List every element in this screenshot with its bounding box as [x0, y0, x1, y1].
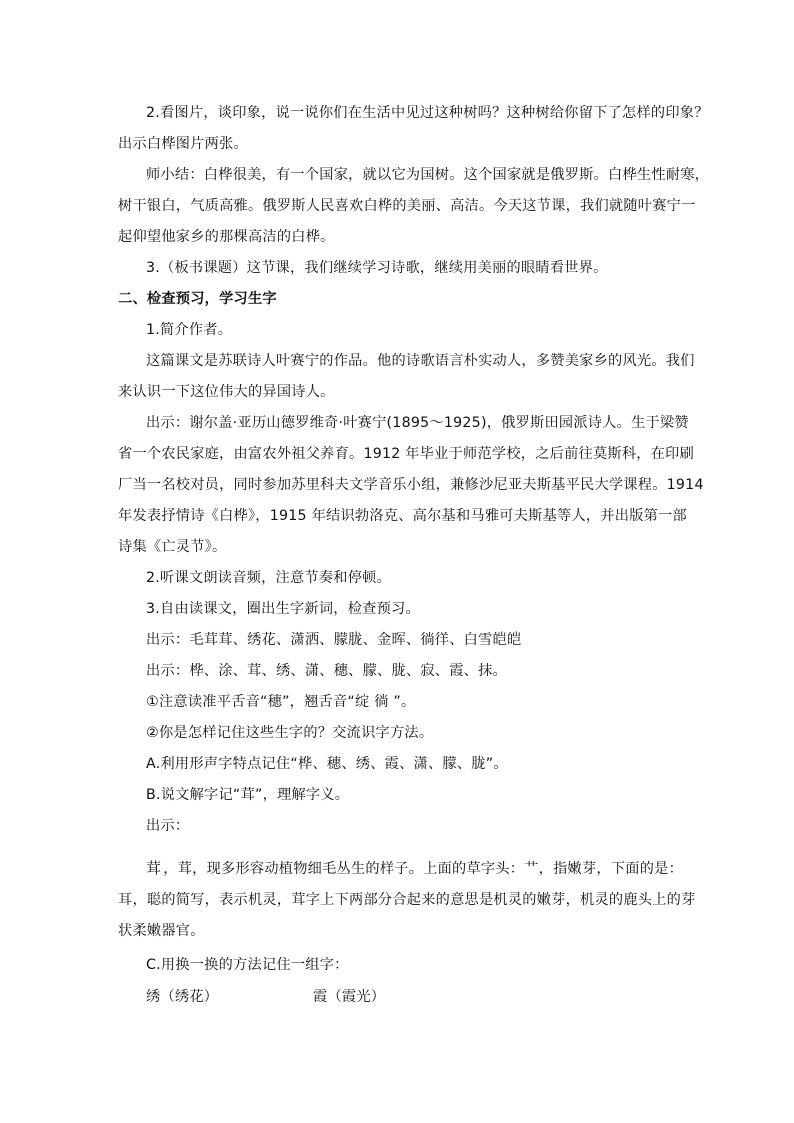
paragraph-line: 耳，聪的简写，表示机灵，茸字上下两部分合起来的意思是机灵的嫩芽，机灵的鹿头上的芽 [118, 892, 696, 908]
paragraph-line: 出示白桦图片两张。 [118, 136, 248, 152]
paragraph-line: 出示： [146, 818, 190, 834]
paragraph-line: 出示：谢尔盖·亚历山德罗维奇·叶赛宁(1895～1925)，俄罗斯田园派诗人。生于梁赞 [146, 415, 689, 431]
paragraph-line: ②你是怎样记住这些生字的？交流识字方法。 [146, 725, 434, 741]
section-heading: 二、检查预习，学习生字 [118, 291, 277, 307]
paragraph-line: 1.简介作者。 [146, 322, 233, 338]
paragraph-line: 出示：桦、涂、茸、绣、潇、穗、朦、胧、寂、霞、抹。 [146, 663, 507, 679]
seal-script-glyph-icon: 茸 [146, 859, 162, 877]
paragraph-line: 来认识一下这位伟大的异国诗人。 [118, 384, 335, 400]
paragraph-line-with-glyph [146, 858, 683, 879]
word-pair-1: 绣（绣花） [146, 989, 219, 1005]
paragraph-line: 师小结：白桦很美，有一个国家，就以它为国树。这个国家就是俄罗斯。白桦生性耐寒， [146, 167, 710, 183]
paragraph-line: 状柔嫩器官。 [118, 923, 205, 939]
glyph-explanation: ，茸，现多形容动植物细毛丛生的样子。上面的草字头：艹，指嫩芽，下面的是： [163, 861, 684, 877]
word-pair-2: 霞（霞光） [313, 989, 386, 1005]
paragraph-line: 厂当一名校对员，同时参加苏里科夫文学音乐小组，兼修沙尼亚夫斯基平民大学课程。1914 [118, 477, 704, 493]
paragraph-line: C.用换一换的方法记住一组字： [146, 957, 349, 973]
paragraph-line: 2.看图片，谈印象，说一说你们在生活中见过这种树吗？这种树给你留下了怎样的印象？ [146, 105, 709, 121]
paragraph-line: 省一个农民家庭，由富农外祖父养育。1912 年毕业于师范学校，之后前往莫斯科，在印刷 [118, 446, 695, 462]
paragraph-line: 出示：毛茸茸、绣花、潇洒、朦胧、金晖、徜徉、白雪皑皑 [146, 632, 522, 648]
paragraph-line: 3.自由读课文，圈出生字新词，检查预习。 [146, 601, 420, 617]
paragraph-line: ①注意读准平舌音“穗”，翘舌音“绽 徜 ”。 [146, 694, 416, 710]
paragraph-line: 树干银白，气质高雅。俄罗斯人民喜欢白桦的美丽、高洁。今天这节课，我们就随叶赛宁一 [118, 198, 696, 214]
paragraph-line: 2.听课文朗读音频，注意节奏和停顿。 [146, 570, 392, 586]
paragraph-line: 起仰望他家乡的那棵高洁的白桦。 [118, 229, 335, 245]
paragraph-line: 3.（板书课题）这节课，我们继续学习诗歌，继续用美丽的眼睛看世界。 [146, 260, 608, 276]
paragraph-line: B.说文解字记“茸”，理解字义。 [146, 787, 350, 803]
word-pair-row [146, 987, 218, 1007]
paragraph-line: 年发表抒情诗《白桦》，1915 年结识勃洛克、高尔基和马雅可夫斯基等人，并出版第一部 [118, 508, 687, 524]
paragraph-line: 这篇课文是苏联诗人叶赛宁的作品。他的诗歌语言朴实动人，多赞美家乡的风光。我们 [146, 353, 695, 369]
paragraph-line: A.利用形声字特点记住“桦、穗、绣、霞、潇、朦、胧”。 [146, 756, 508, 772]
paragraph-line: 诗集《亡灵节》。 [118, 539, 227, 555]
